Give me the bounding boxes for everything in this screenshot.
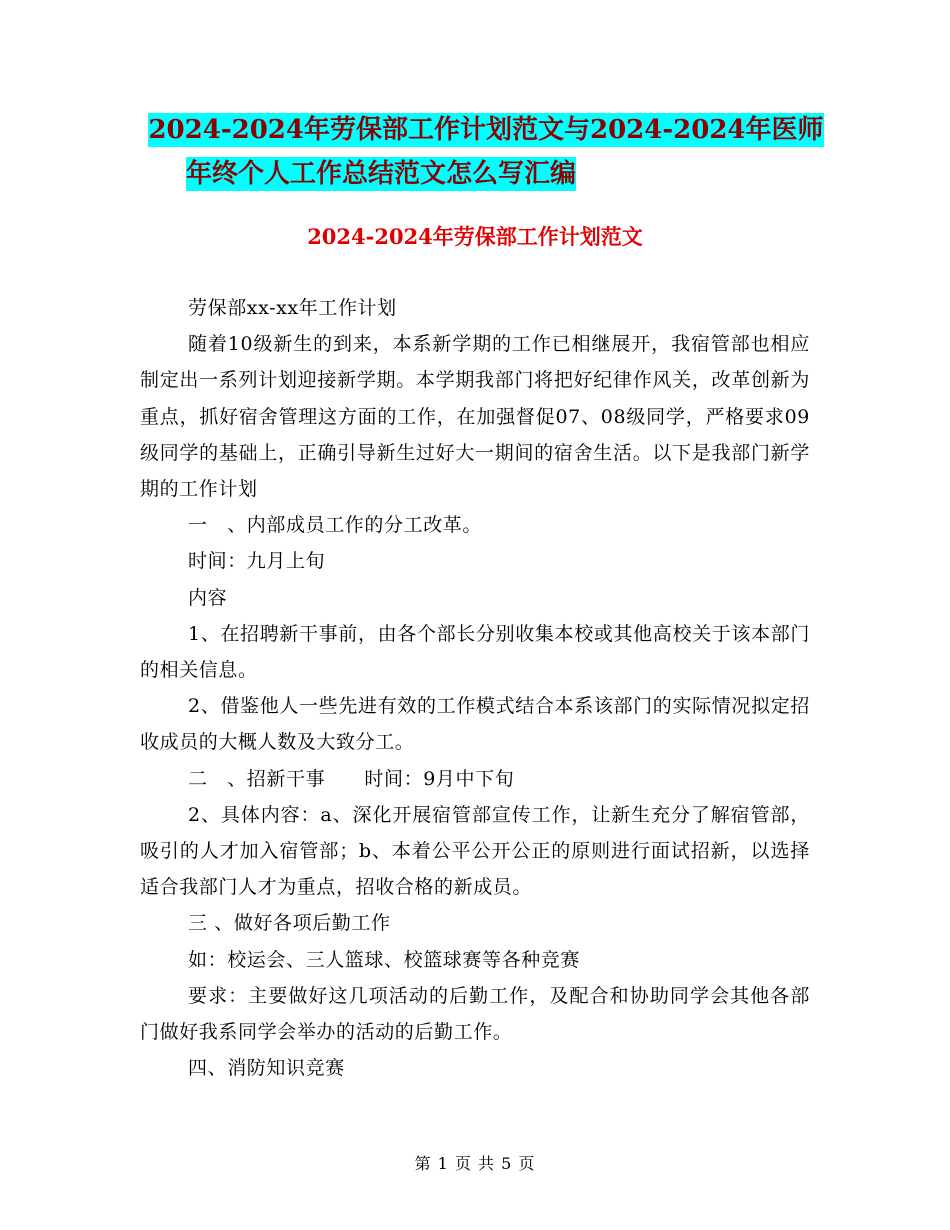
- paragraph: 随着10级新生的到来，本系新学期的工作已相继展开，我宿管部也相应制定出一系列计划迎接新学期。本学期我部门将把好纪律作风关，改革创新为重点，抓好宿舍管理这方面的工作，在加强督促07、08级同学，严格要求09级同学的基础上，正确引导新生过好大一期间的宿舍生活。以下是我部门新学期的工作计划: [140, 333, 810, 501]
- document-title-line-2: [186, 152, 576, 196]
- paragraph: 二 、招新干事 时间：9月中下旬: [188, 767, 515, 790]
- paragraph: 要求：主要做好这几项活动的后勤工作，及配合和协助同学会其他各部门做好我系同学会举办的活动的后勤工作。: [140, 984, 810, 1044]
- paragraph: 时间：九月上旬: [188, 550, 326, 573]
- page-footer: 第 1 页 共 5 页: [414, 1154, 536, 1173]
- document-title-line-1: [0, 108, 950, 152]
- paragraph: 2、借鉴他人一些先进有效的工作模式结合本系该部门的实际情况拟定招收成员的大概人数及大致分工。: [140, 695, 810, 754]
- paragraph: 内容: [188, 586, 228, 609]
- paragraph: 一 、内部成员工作的分工改革。: [188, 514, 483, 537]
- paragraph: 四、消防知识竞赛: [188, 1057, 345, 1080]
- paragraph: 如：校运会、三人篮球、校篮球赛等各种竞赛: [188, 948, 581, 971]
- document-body: [140, 290, 810, 1086]
- paragraph: 劳保部xx-xx年工作计划: [188, 297, 397, 319]
- paragraph: 1、在招聘新干事前，由各个部长分别收集本校或其他高校关于该本部门的相关信息。: [140, 622, 810, 682]
- title-highlight-1: 2024-2024年劳保部工作计划范文与2024-2024年医师: [148, 115, 824, 145]
- paragraph: 三 、做好各项后勤工作: [188, 912, 391, 935]
- title-highlight-2: 年终个人工作总结范文怎么写汇编: [186, 159, 577, 189]
- section-title: 2024-2024年劳保部工作计划范文: [307, 224, 643, 249]
- paragraph: 2、具体内容：a、深化开展宿管部宣传工作，让新生充分了解宿管部，吸引的人才加入宿管部；b、本着公平公开公正的原则进行面试招新，以选择适合我部门人才为重点，招收合格的新成员。: [140, 803, 810, 899]
